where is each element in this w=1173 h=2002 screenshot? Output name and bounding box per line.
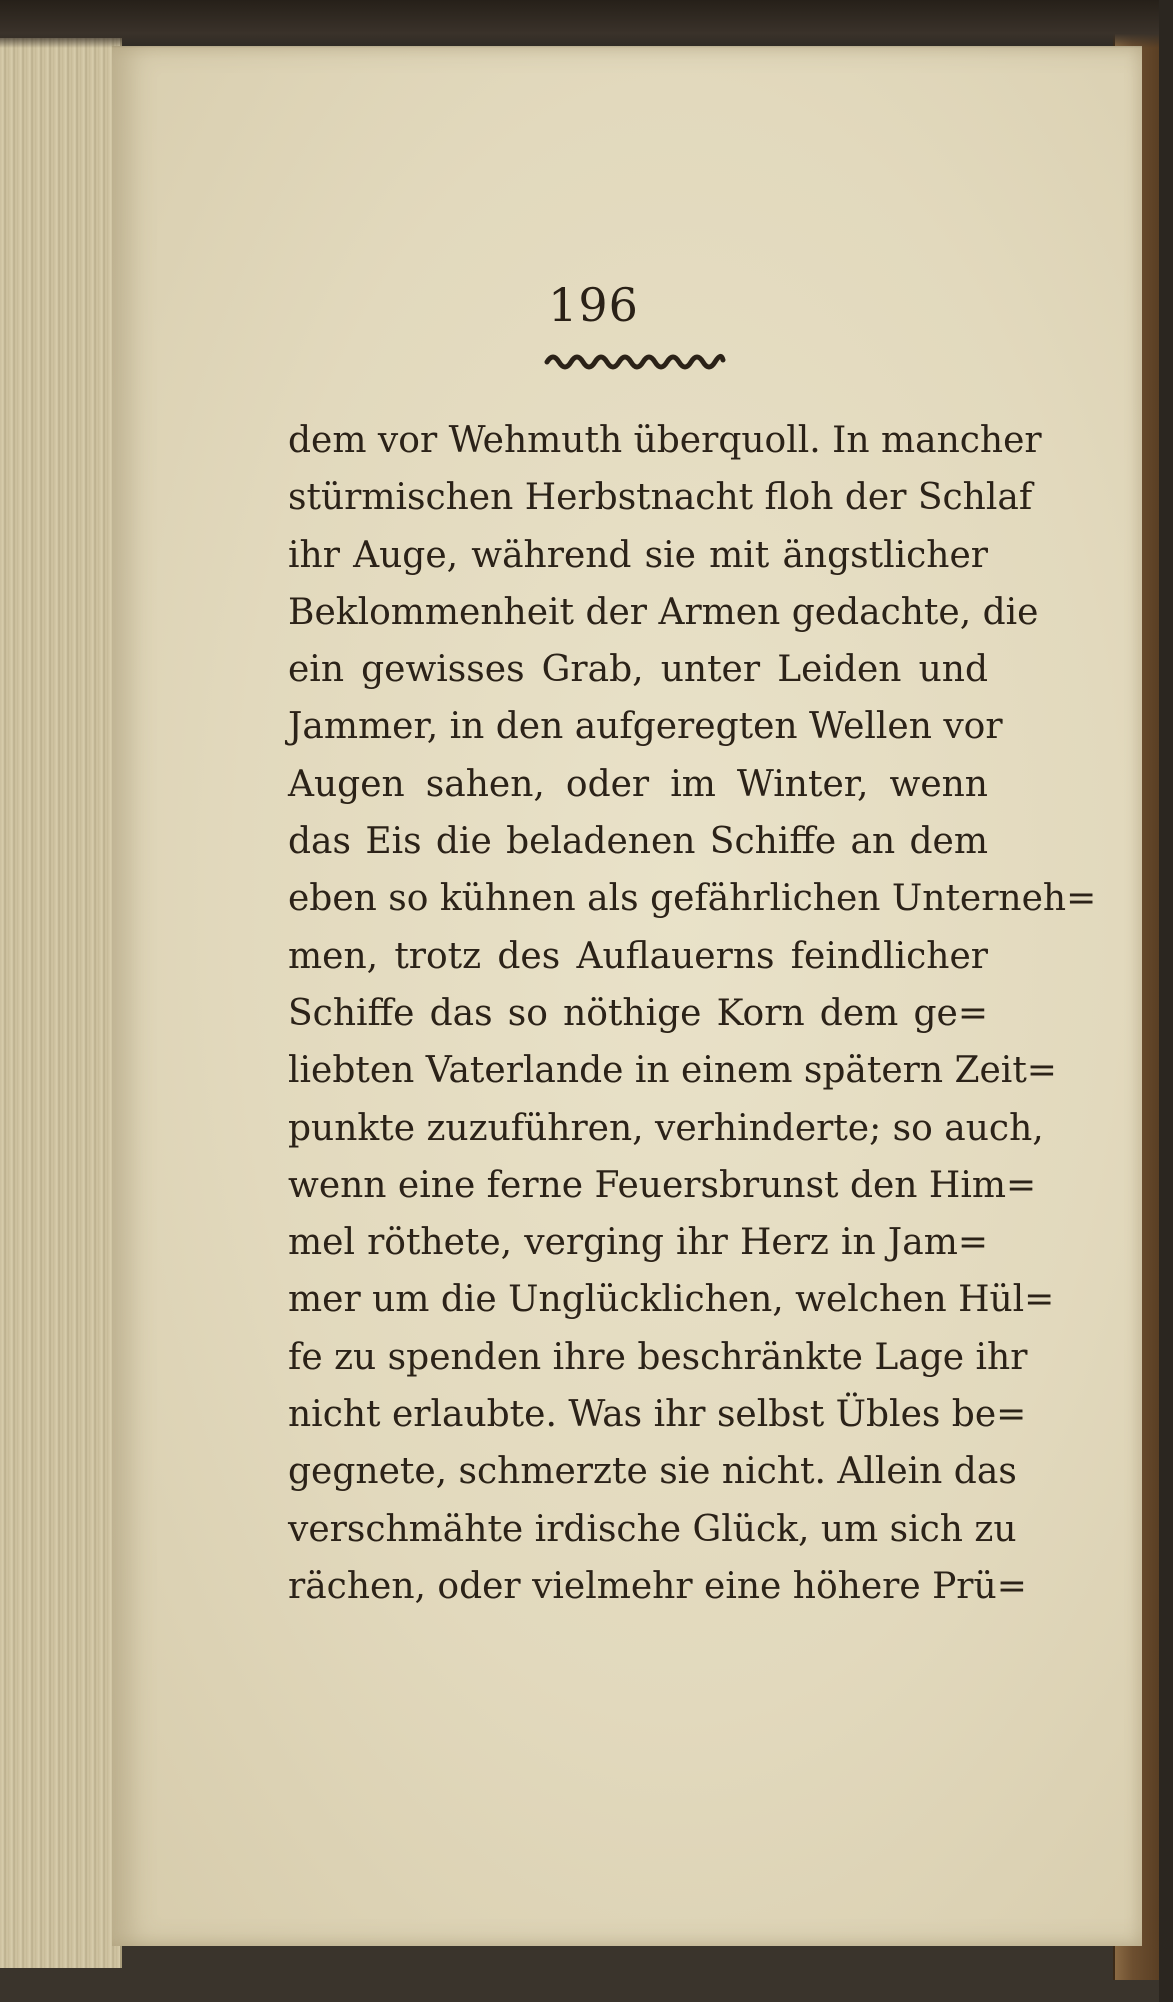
text-line: rächen, oder vielmehr eine höhere Prü= (288, 1565, 1027, 1607)
text-line: Beklommenheit der Armen gedachte, die (288, 591, 1039, 633)
text-line: mel röthete, verging ihr Herz in Jam= (288, 1222, 988, 1264)
text-line: verschmähte irdische Glück, um sich zu (288, 1508, 1017, 1550)
text-line: Schiffe das so nöthige Korn dem ge= (288, 992, 988, 1034)
page-number: 196 (548, 278, 639, 332)
top-shadow (0, 0, 1159, 48)
text-line: das Eis die beladenen Schiffe an dem (288, 821, 988, 863)
text-line: punkte zuzuführen, verhinderte; so auch, (288, 1107, 1044, 1149)
text-line: eben so kühnen als gefährlichen Unterneh= (288, 878, 1097, 920)
wave-ornament-icon (545, 348, 725, 370)
text-line: wenn eine ferne Feuersbrunst den Him= (288, 1164, 1037, 1206)
text-line: fe zu spenden ihre beschränkte Lage ihr (288, 1336, 1028, 1378)
text-line: ein gewisses Grab, unter Leiden und (288, 649, 988, 691)
text-line: dem vor Wehmuth überquoll. In mancher (288, 420, 1042, 461)
text-line: ihr Auge, während sie mit ängstlicher (288, 534, 988, 576)
text-line: men, trotz des Auflauerns feindlicher (288, 935, 988, 977)
text-line: Jammer, in den aufgeregten Wellen vor (288, 706, 1003, 748)
text-line: gegnete, schmerzte sie nicht. Allein das (288, 1451, 1017, 1493)
body-text (288, 412, 1097, 1615)
text-line: nicht erlaubte. Was ihr selbst Übles be= (288, 1394, 1027, 1436)
text-line: Augen sahen, oder im Winter, wenn (288, 763, 988, 805)
text-line: mer um die Unglücklichen, welchen Hül= (288, 1279, 1055, 1321)
text-line: stürmischen Herbstnacht floh der Schlaf (288, 477, 1033, 519)
text-line: liebten Vaterlande in einem spätern Zeit= (288, 1050, 1057, 1092)
